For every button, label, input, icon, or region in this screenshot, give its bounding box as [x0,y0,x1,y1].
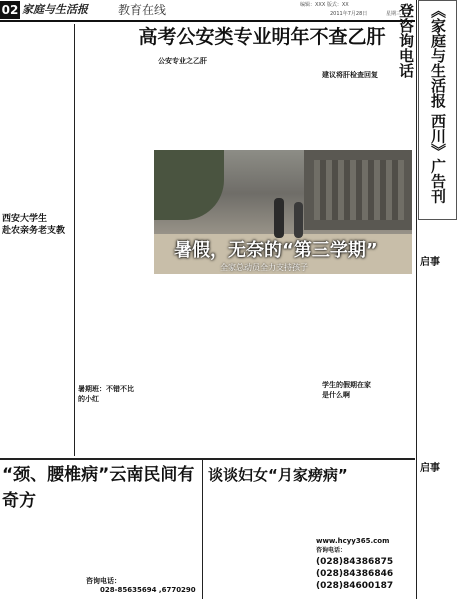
top-story-subhead-2: 建议将肝检查回复 [322,71,378,79]
photo-person [294,202,303,238]
photo-story-col-3 [322,278,412,378]
mid-lower-text-2 [78,406,150,454]
mid-subhead-summer-class-2: 的小红 [78,395,99,403]
vertical-ad-text: 《家庭与生活报 西川》广告刊登咨询电话 [397,3,447,204]
edition-info: 编辑：XXX 版式：XX [300,2,349,8]
top-story-col-1 [154,68,238,148]
page-number: 02 [1,3,19,17]
issue-weekday: 星期三 [386,11,402,17]
photo-building-windows [314,160,404,220]
left-story-2-heading: 西安大学生 [2,214,48,224]
section-rule [0,458,415,460]
mid-text-1 [78,52,150,192]
photo-tree [154,150,224,220]
photo-story-headline: 暑假，无奈的“第三学期” [174,240,378,261]
website-url: www.hcyy365.com [316,537,390,545]
left-story-2-heading-line2: 赴农亲务老支教 [2,226,66,236]
phone-number-1: (028)84386875 [316,557,394,567]
bottom-right-headline: 谈谈妇女“月家痨病” [208,466,348,484]
vertical-ad-banner [397,0,457,220]
bottom-left-text [2,490,198,580]
phone-label: 咨询电话： [316,547,347,554]
right-subhead-1: 学生的假期在家 [322,381,371,389]
top-story-col-3 [322,82,412,148]
phone-number-3: (028)84600187 [316,581,394,591]
bottom-right-text [208,490,414,530]
masthead [0,0,415,22]
left-story-1-text [2,26,72,212]
bottom-right-text-2 [208,534,312,596]
paper-logo: 家庭与生活报 [22,3,88,16]
notice-title: 启事 [420,257,440,268]
section-title: 教育在线 [118,3,167,17]
column-rule [202,460,203,599]
top-story-headline: 高考公安类专业明年不查乙肝 [138,26,386,48]
bottom-left-headline: “颈、腰椎病”云南民间有奇方 [2,465,195,511]
right-subhead-2: 是什么啊 [322,391,350,399]
photo-story-caption: 全家总动员全力支持孩子 [220,263,308,272]
left-story-2-text [2,240,72,454]
bottom-left-hotline: 028-85635694 ,6770290 [100,586,196,594]
phone-number-2: (028)84386846 [316,569,394,579]
column-rule [416,0,417,599]
mid-text-2 [78,196,150,246]
mid-lower-text-1 [78,250,150,380]
issue-date: 2011年7月28日 [330,11,368,17]
notice-title-lower: 启事 [420,463,440,474]
photo-person [274,198,284,238]
top-story-subhead-1: 公安专业之乙肝 [158,57,207,65]
photo-story-col-2 [244,278,316,454]
photo-story-col-1 [154,278,238,454]
top-story-col-2 [244,52,316,148]
column-rule [74,24,75,456]
mid-subhead-summer-class: 暑期班：不错不比 [78,385,134,393]
bottom-left-hotline-label: 咨询电话： [86,577,121,585]
